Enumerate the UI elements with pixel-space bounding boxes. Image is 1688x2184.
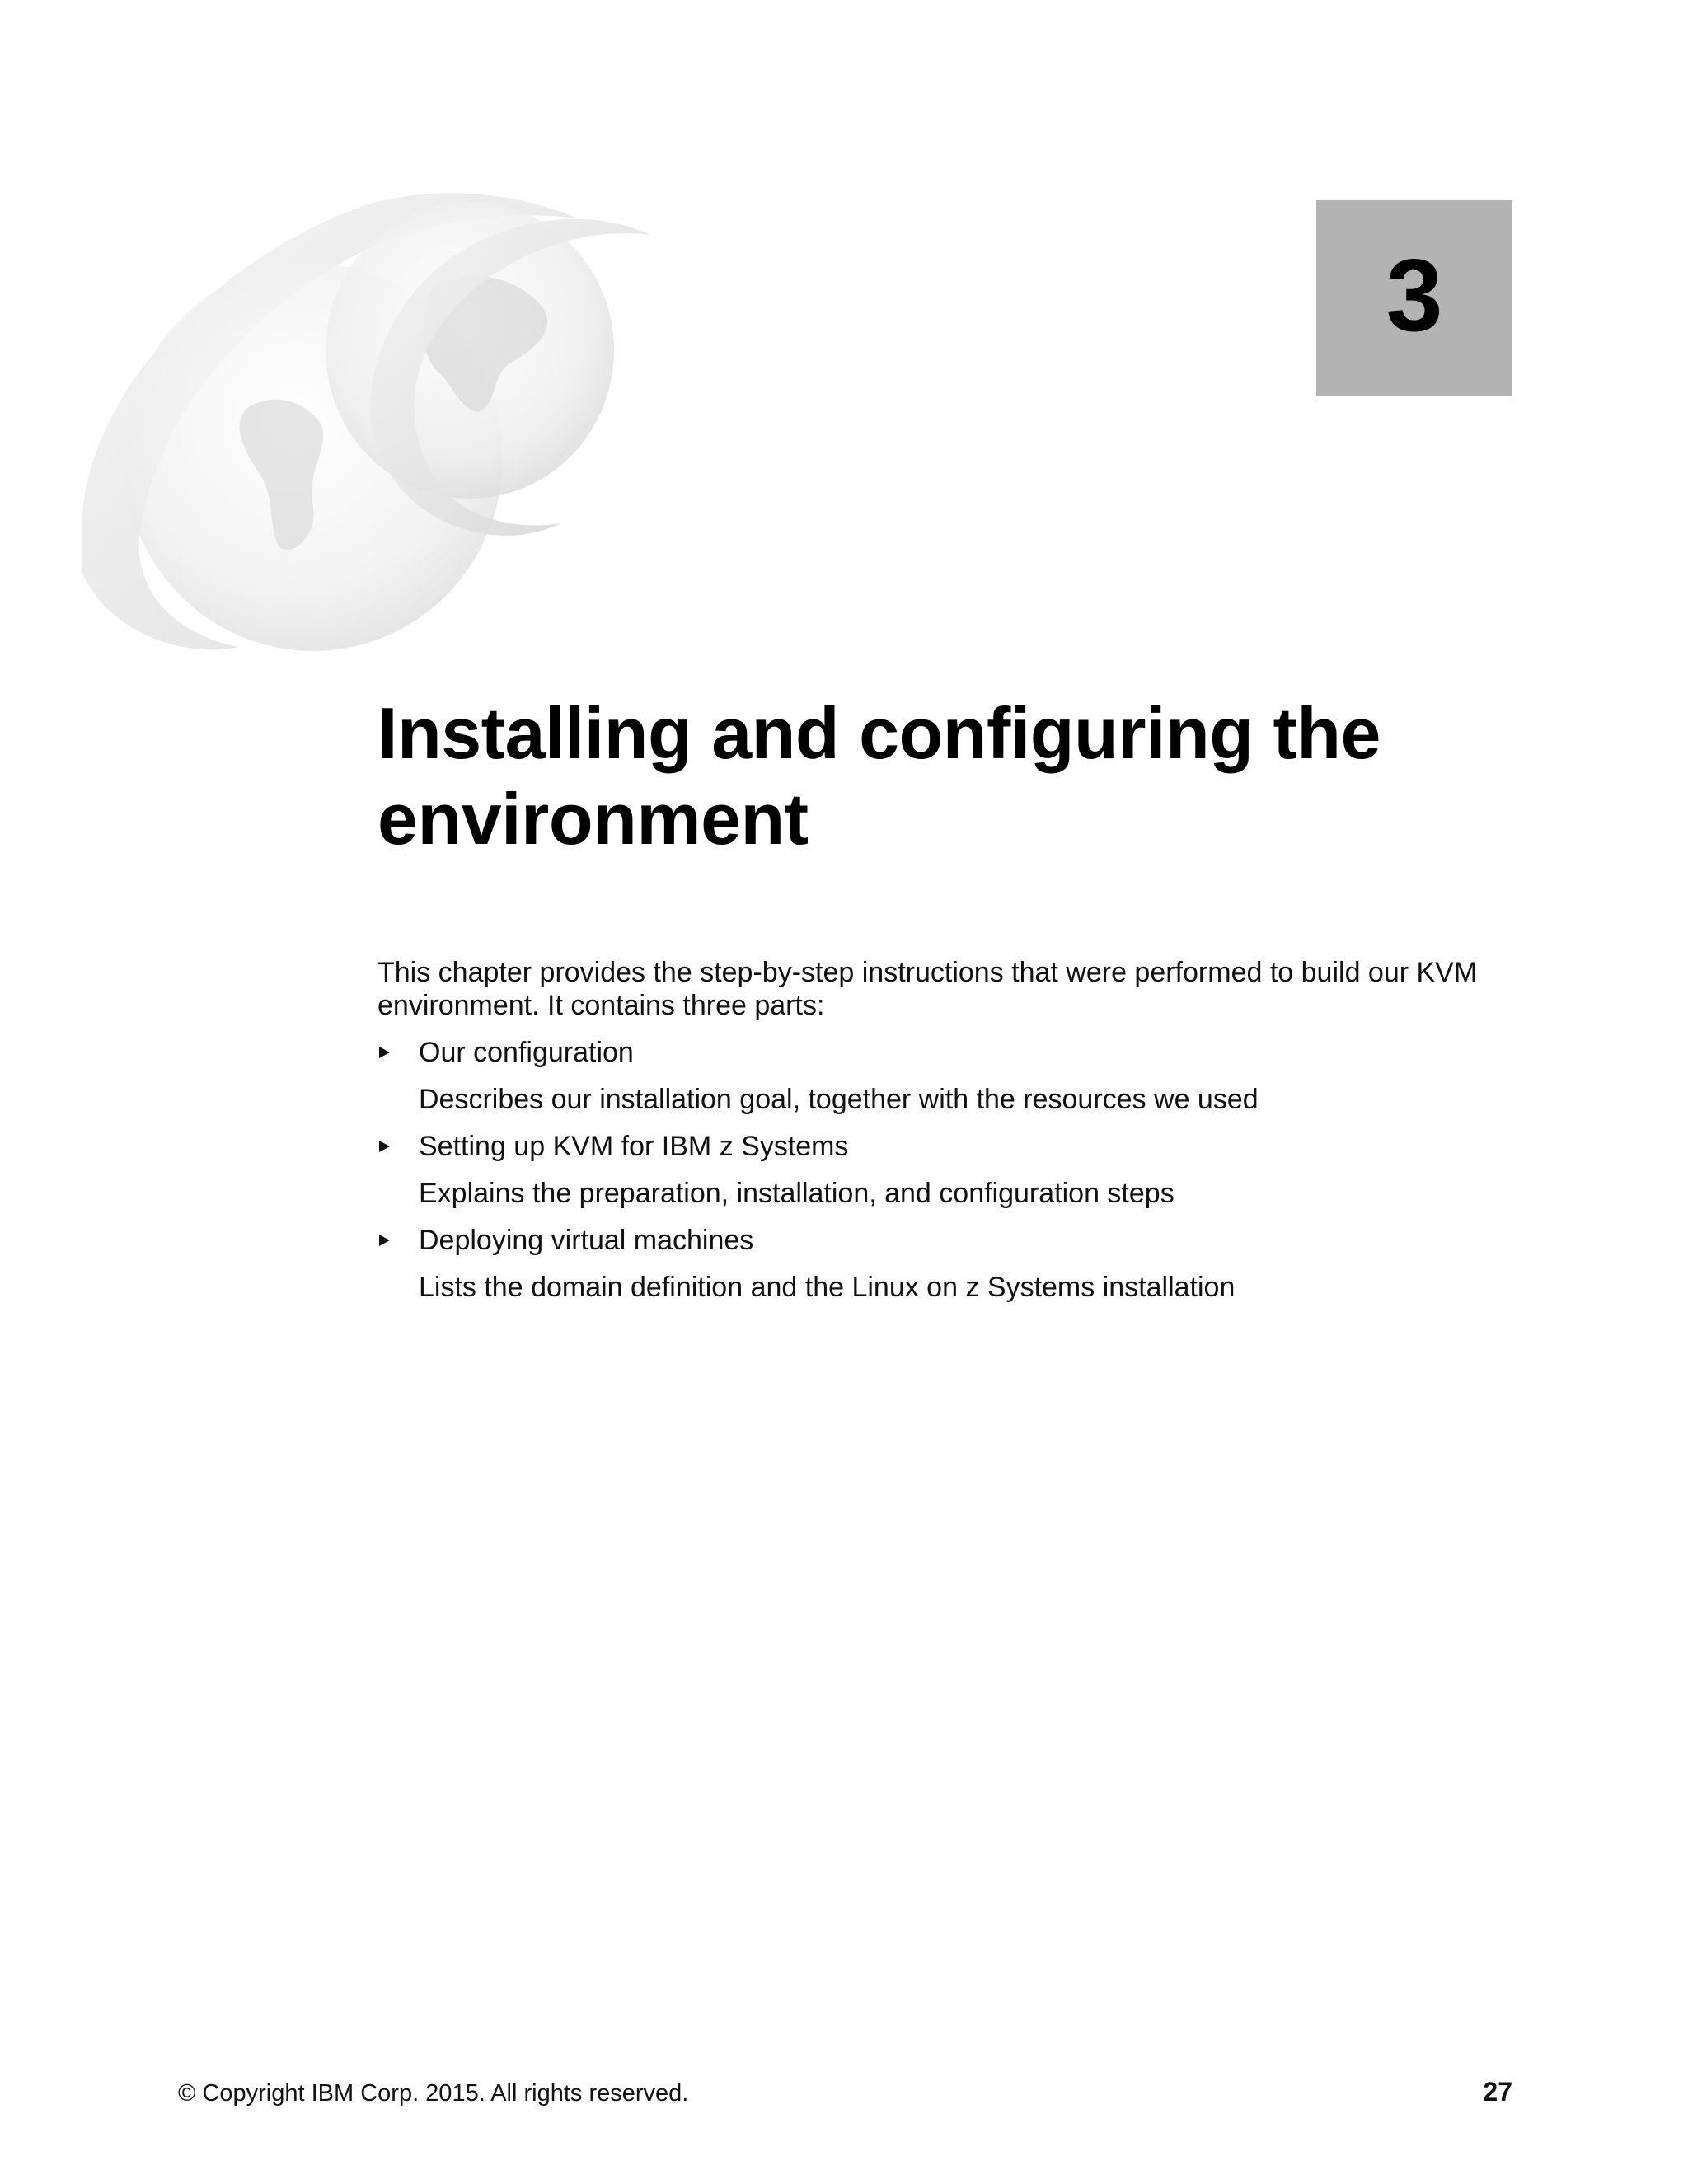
chapter-title: Installing and configuring the environment [377,692,1381,860]
list-item-title: Setting up KVM for IBM z Systems [419,1131,849,1162]
list-item [377,1036,1531,1116]
list-item-description: Explains the preparation, installation, and configuration steps [419,1178,1175,1209]
footer-copyright: © Copyright IBM Corp. 2015. All rights reserved. [178,2080,689,2107]
list-item [377,1224,1531,1304]
chapter-number: 3 [1386,239,1443,353]
triangle-bullet-icon [379,1141,390,1152]
triangle-bullet-icon [379,1047,390,1058]
list-item-description: Lists the domain definition and the Linux on z Systems installation [419,1272,1236,1303]
intro-paragraph: This chapter provides the step-by-step instructions that were performed to build our KVM environment. It contains three parts: [377,957,1478,1021]
page-number: 27 [1483,2077,1512,2107]
list-item-title: Our configuration [419,1037,634,1068]
globe-swirl-icon [82,185,659,663]
list-item-description: Describes our installation goal, together with the resources we used [419,1084,1259,1115]
list-item-title: Deploying virtual machines [419,1225,754,1256]
list-item [377,1130,1531,1210]
parts-list [377,1036,1531,1318]
chapter-number-box [1316,200,1512,396]
triangle-bullet-icon [379,1235,390,1246]
